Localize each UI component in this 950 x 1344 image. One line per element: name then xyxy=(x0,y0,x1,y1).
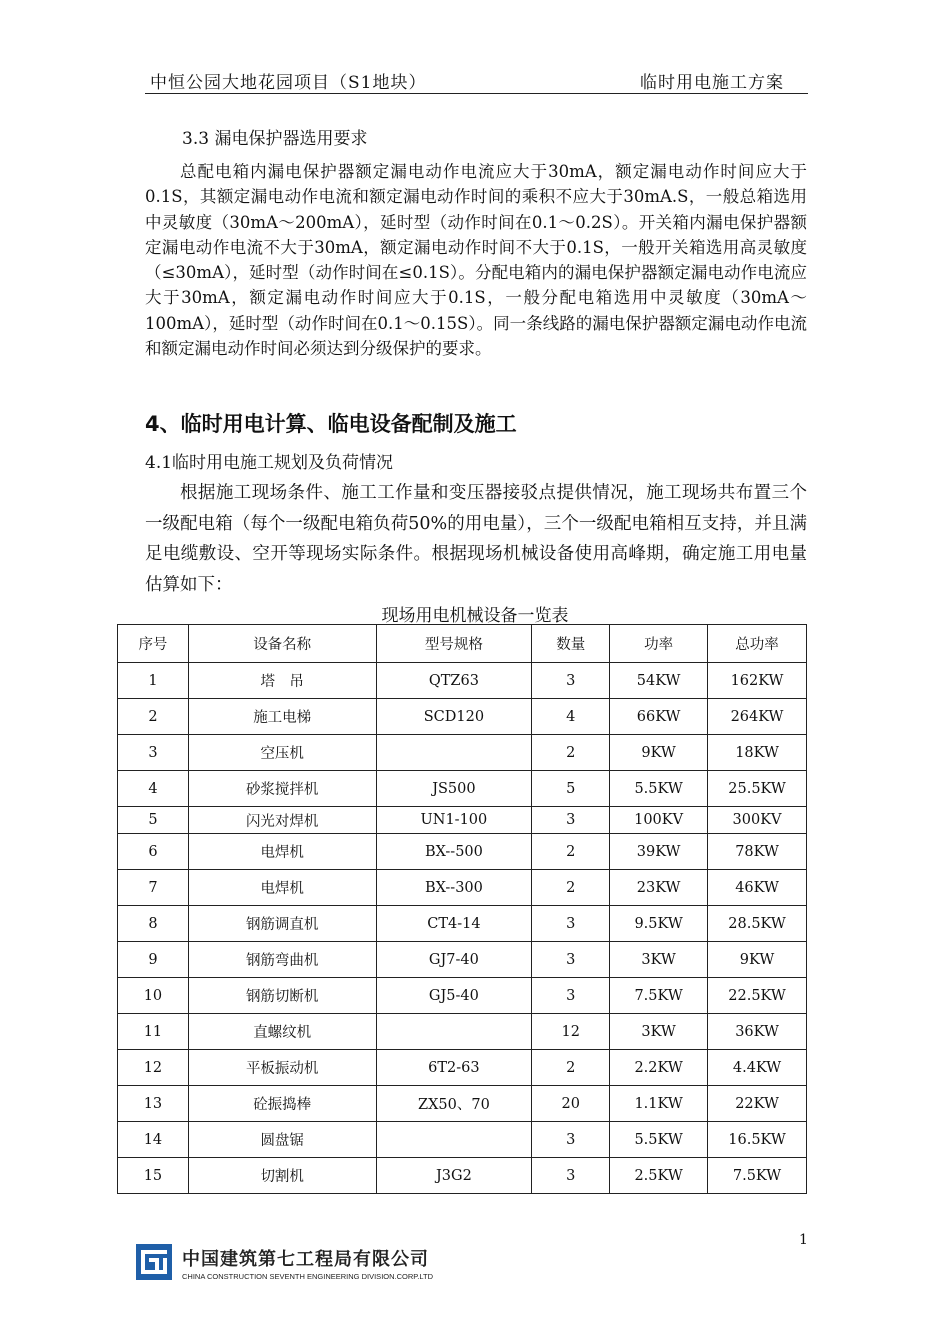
cell-name: 切割机 xyxy=(188,1158,376,1194)
company-name-cn: 中国建筑第七工程局有限公司 xyxy=(182,1249,429,1270)
cell-index: 14 xyxy=(118,1122,189,1158)
cell-power: 23KW xyxy=(610,870,708,906)
cell-index: 8 xyxy=(118,906,189,942)
cell-model: JS500 xyxy=(376,771,532,807)
table-row xyxy=(118,1050,807,1086)
header-project-name: 中恒公园大地花园项目（S1地块） xyxy=(150,73,427,93)
section-4-1-body: 根据施工现场条件、施工工作量和变压器接驳点提供情况，施工现场共布置三个一级配电箱（每个一级配电箱负荷50%的用电量），三个一级配电箱相互支持，并且满足电缆敷设、空开等现场实际条件。根据现场机械设备使用高峰期，确定施工用电量估算如下： xyxy=(145,483,807,595)
cell-index: 2 xyxy=(118,699,189,735)
cell-quantity: 20 xyxy=(532,1086,610,1122)
cell-total-power: 25.5KW xyxy=(708,771,807,807)
cell-name: 电焊机 xyxy=(188,834,376,870)
cell-name: 钢筋切断机 xyxy=(188,978,376,1014)
table-row xyxy=(118,834,807,870)
cell-model: BX--300 xyxy=(376,870,532,906)
cell-index: 12 xyxy=(118,1050,189,1086)
cell-quantity: 3 xyxy=(532,807,610,834)
section-3-3-heading: 3.3 漏电保护器选用要求 xyxy=(182,129,368,149)
cell-model: UN1-100 xyxy=(376,807,532,834)
company-name-en: CHINA CONSTRUCTION SEVENTH ENGINEERING DIVISION.CORP.LTD xyxy=(182,1272,434,1281)
table-row xyxy=(118,1122,807,1158)
cell-model: QTZ63 xyxy=(376,663,532,699)
cell-total-power: 22.5KW xyxy=(708,978,807,1014)
header-cell-name: 设备名称 xyxy=(188,625,376,663)
cell-quantity: 3 xyxy=(532,942,610,978)
table-row xyxy=(118,906,807,942)
cell-quantity: 5 xyxy=(532,771,610,807)
cell-total-power: 22KW xyxy=(708,1086,807,1122)
cell-total-power: 9KW xyxy=(708,942,807,978)
cell-model: 6T2-63 xyxy=(376,1050,532,1086)
cell-model xyxy=(376,735,532,771)
header-divider xyxy=(145,93,808,94)
cell-power: 7.5KW xyxy=(610,978,708,1014)
cell-name: 直螺纹机 xyxy=(188,1014,376,1050)
cell-quantity: 2 xyxy=(532,834,610,870)
cell-quantity: 2 xyxy=(532,1050,610,1086)
company-logo-icon xyxy=(136,1244,172,1280)
cell-quantity: 12 xyxy=(532,1014,610,1050)
cell-model: CT4-14 xyxy=(376,906,532,942)
cell-power: 5.5KW xyxy=(610,1122,708,1158)
cell-total-power: 36KW xyxy=(708,1014,807,1050)
cell-index: 10 xyxy=(118,978,189,1014)
cell-power: 3KW xyxy=(610,1014,708,1050)
cell-quantity: 2 xyxy=(532,735,610,771)
cell-index: 9 xyxy=(118,942,189,978)
cell-power: 9KW xyxy=(610,735,708,771)
cell-name: 钢筋弯曲机 xyxy=(188,942,376,978)
cell-model: GJ7-40 xyxy=(376,942,532,978)
section-4-1-heading: 4.1临时用电施工规划及负荷情况 xyxy=(145,453,394,473)
header-cell-index: 序号 xyxy=(118,625,189,663)
cell-index: 6 xyxy=(118,834,189,870)
cell-name: 圆盘锯 xyxy=(188,1122,376,1158)
cell-power: 39KW xyxy=(610,834,708,870)
cell-quantity: 3 xyxy=(532,663,610,699)
table-row xyxy=(118,699,807,735)
cell-total-power: 46KW xyxy=(708,870,807,906)
cell-name: 平板振动机 xyxy=(188,1050,376,1086)
cell-total-power: 162KW xyxy=(708,663,807,699)
cell-power: 66KW xyxy=(610,699,708,735)
cell-name: 砂浆搅拌机 xyxy=(188,771,376,807)
cell-index: 3 xyxy=(118,735,189,771)
cell-model: SCD120 xyxy=(376,699,532,735)
cell-index: 11 xyxy=(118,1014,189,1050)
table-header-row xyxy=(118,625,807,663)
cell-quantity: 3 xyxy=(532,1122,610,1158)
section-4-heading: 4、临时用电计算、临电设备配制及施工 xyxy=(145,412,517,436)
cell-total-power: 300KV xyxy=(708,807,807,834)
table-row xyxy=(118,807,807,834)
cell-power: 2.5KW xyxy=(610,1158,708,1194)
cell-index: 4 xyxy=(118,771,189,807)
cell-model xyxy=(376,1014,532,1050)
cell-power: 5.5KW xyxy=(610,771,708,807)
cell-name: 空压机 xyxy=(188,735,376,771)
cell-index: 5 xyxy=(118,807,189,834)
cell-model: BX--500 xyxy=(376,834,532,870)
cell-name: 砼振捣棒 xyxy=(188,1086,376,1122)
cell-model: ZX50、70 xyxy=(376,1086,532,1122)
table-row xyxy=(118,663,807,699)
cell-model: GJ5-40 xyxy=(376,978,532,1014)
header-document-title: 临时用电施工方案 xyxy=(640,73,784,93)
cell-name: 施工电梯 xyxy=(188,699,376,735)
cell-power: 1.1KW xyxy=(610,1086,708,1122)
cell-total-power: 28.5KW xyxy=(708,906,807,942)
cell-model: J3G2 xyxy=(376,1158,532,1194)
table-row xyxy=(118,735,807,771)
cell-power: 9.5KW xyxy=(610,906,708,942)
cell-name: 钢筋调直机 xyxy=(188,906,376,942)
table-row xyxy=(118,1086,807,1122)
cell-model xyxy=(376,1122,532,1158)
cell-quantity: 3 xyxy=(532,1158,610,1194)
table-row xyxy=(118,771,807,807)
table-row xyxy=(118,870,807,906)
cell-index: 1 xyxy=(118,663,189,699)
table-row xyxy=(118,942,807,978)
table-title: 现场用电机械设备一览表 xyxy=(381,606,569,626)
cell-name: 电焊机 xyxy=(188,870,376,906)
cell-power: 3KW xyxy=(610,942,708,978)
cell-index: 15 xyxy=(118,1158,189,1194)
table-row xyxy=(118,1014,807,1050)
cell-total-power: 18KW xyxy=(708,735,807,771)
header-cell-model: 型号规格 xyxy=(376,625,532,663)
cell-quantity: 3 xyxy=(532,978,610,1014)
header-cell-total-power: 总功率 xyxy=(708,625,807,663)
cell-total-power: 7.5KW xyxy=(708,1158,807,1194)
page-number: 1 xyxy=(799,1232,808,1248)
header-cell-quantity: 数量 xyxy=(532,625,610,663)
header-cell-power: 功率 xyxy=(610,625,708,663)
table-row xyxy=(118,978,807,1014)
cell-total-power: 264KW xyxy=(708,699,807,735)
table-row xyxy=(118,1158,807,1194)
cell-total-power: 4.4KW xyxy=(708,1050,807,1086)
section-3-3-body: 总配电箱内漏电保护器额定漏电动作电流应大于30mA，额定漏电动作时间应大于0.1S，其额定漏电动作电流和额定漏电动作时间的乘积不应大于30mA.S，一般总箱选用中灵敏度（30mA～200mA），延时型（动作时间在0.1～0.2S）。开关箱内漏电保护器额定漏电动作电流不大于30mA，额定漏电动作时间不大于0.1S，一般开关箱选用高灵敏度（≤30mA），延时型（动作时间在≤0.1S）。分配电箱内的漏电保护器额定漏电动作电流应大于30mA，额定漏电动作时间应大于0.1S，一般分配电箱选用中灵敏度（30mA～100mA），延时型（动作时间在0.1～0.15S）。同一条线路的漏电保护器额定漏电动作电流和额定漏电动作时间必须达到分级保护的要求。 xyxy=(145,162,807,359)
cell-total-power: 16.5KW xyxy=(708,1122,807,1158)
cell-total-power: 78KW xyxy=(708,834,807,870)
cell-power: 2.2KW xyxy=(610,1050,708,1086)
cell-quantity: 4 xyxy=(532,699,610,735)
cell-name: 塔 吊 xyxy=(188,663,376,699)
equipment-table xyxy=(117,624,807,1194)
cell-power: 54KW xyxy=(610,663,708,699)
cell-power: 100KV xyxy=(610,807,708,834)
cell-index: 7 xyxy=(118,870,189,906)
cell-name: 闪光对焊机 xyxy=(188,807,376,834)
cell-quantity: 2 xyxy=(532,870,610,906)
cell-index: 13 xyxy=(118,1086,189,1122)
cell-quantity: 3 xyxy=(532,906,610,942)
